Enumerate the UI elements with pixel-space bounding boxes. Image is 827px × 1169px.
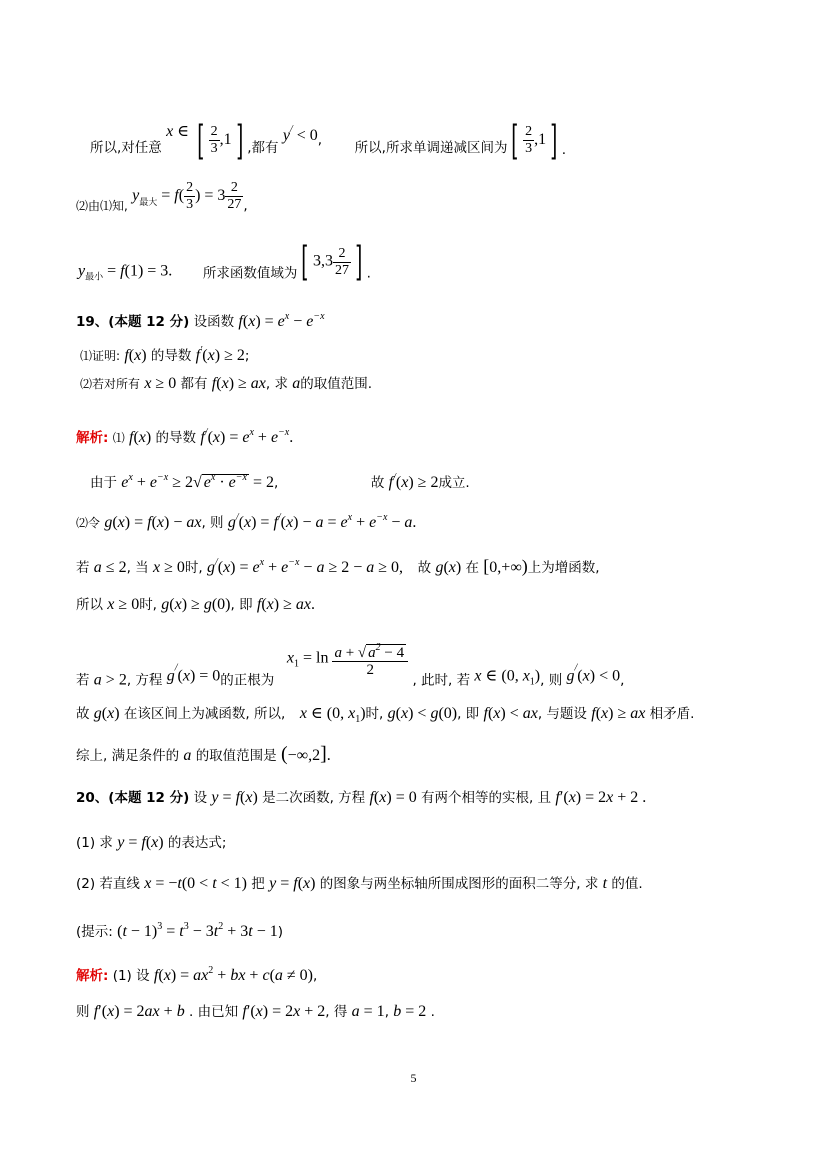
sol19-s4-on: 在 — [465, 560, 479, 576]
text-for-any: 所以,对任意 — [90, 140, 162, 156]
sol19-line3: ⑵令 g(x) = f(x) − ax, 则 $g^/(x) = f^/(x) - a = e^x + e^{-x} - a$. — [76, 512, 417, 531]
sol20-line2: 则 f′(x) = 2ax + b . 由已知 f′(x) = 2x + 2, 得 a = 1, b = 2 . — [76, 1003, 435, 1020]
q20-stem: 20、(本题 12 分) 设 y = f(x) 是二次函数, 方程 f(x) = 0 有两个相等的实根, 且 f′(x) = 2x + 2 . — [76, 789, 647, 806]
q20-stem-c: 有两个相等的实根, 且 — [421, 790, 552, 806]
line-min-value: $y_{最小} = f(1) = 3$. 所求函数值域为 [ 3,3 $\frac{2}{27}$ ] . — [78, 239, 371, 285]
q19-p2-label: ⑵若对所有 — [80, 377, 141, 391]
q20-p2-c: 的图象与两坐标轴所围成图形的面积二等分, 求 — [319, 876, 599, 892]
sol19-line1: 解析: ⑴ f(x) 的导数 $f^/(x) = e^x + e^{-x}$. — [76, 427, 294, 446]
text-decreasing-interval: 所以,所求单调递减区间为 — [354, 140, 508, 156]
sub-max: 最大 — [139, 198, 158, 208]
sol19-line5: 所以 x ≥ 0时, g(x) ≥ g(0), 即 f(x) ≥ ax. — [76, 596, 315, 613]
sol19-line4: 若 a ≤ 2, 当 x ≥ 0时, $g^/(x) = e^x + e^{-x} - a \ge 2 - a \ge 0$, 故 g(x) 在 [0,+∞)上为增函数, — [76, 556, 600, 576]
q20-p2-a: (2) 若直线 — [76, 876, 140, 892]
line-interval-conclusion: 所以,对任意 x ∈ [ $\frac{2}{3}$ ,1 ] ,都有 y/ < 0, 所以,所求单调递减区间为 [ $\frac{2}{3}$ ,1 ] . — [90, 117, 566, 164]
sol19-s5-so: 所以 — [76, 597, 103, 613]
sol19-line2: 由于 $e^x + e^{-x} \ge 2√$ $e^x \cdot e^{-x} = 2$, 故 f/(x) ≥ 2成立. — [90, 472, 470, 491]
sol19-s3-let: ⑵令 — [76, 516, 101, 530]
q19-part2: ⑵若对所有 x ≥ 0 都有 f(x) ≥ ax, 求 a的取值范围. — [80, 375, 373, 392]
page-number: 5 — [410, 1071, 417, 1085]
q20-part1: (1) 求 y = f(x) 的表达式; — [76, 834, 227, 851]
sol19-s5-time: 时, — [139, 597, 157, 613]
sol20-s2-c: , 得 — [325, 1004, 348, 1020]
q20-p1-a: (1) 求 — [76, 835, 113, 851]
sol19-s4-if: 若 — [76, 560, 90, 576]
sol19-s4-hence: 故 — [417, 560, 432, 576]
q20-p2-d: 的值. — [611, 876, 643, 892]
q19-p2-text-d: 的取值范围. — [300, 376, 373, 392]
sol19-s7-ie: , 即 — [457, 706, 480, 722]
q20-part2: (2) 若直线 x = −t(0 < t < 1) 把 y = f(x) 的图象与两坐标轴所围成图形的面积二等分, 求 t 的值. — [76, 875, 643, 892]
sol19-line8: 综上, 满足条件的 a 的取值范围是 (−∞,2]. — [76, 743, 331, 765]
sol19-s7-premise: , 与题设 — [537, 706, 587, 722]
sol20-s2-b: . 由已知 — [188, 1004, 239, 1020]
q19-p2-text-b: 都有 — [180, 376, 208, 392]
q20-heading: 20、(本题 12 分) — [76, 790, 190, 806]
sol19-s6-if: 若 — [76, 672, 90, 689]
text-range: 所求函数值域为 — [202, 265, 298, 282]
q20-stem-a: 设 — [193, 790, 208, 806]
q20-hint-b: ) — [277, 924, 284, 940]
q19-stem-text: 设函数 — [193, 314, 235, 330]
line-max-value: ⑵由⑴知, $y_{最大} = f$( $\frac{2}{3}$ ) = 3 $\frac{2}{27}$ , — [76, 180, 248, 214]
sol19-s4-time: 时, — [184, 560, 203, 576]
sol19-s7-decreasing: 在该区间上为减函数, 所以, — [123, 706, 286, 722]
sol19-s7-time: 时, — [365, 706, 384, 722]
sol19-s8-summary: 综上, 满足条件的 — [76, 748, 180, 764]
sol19-s2-hence: 故 — [370, 475, 385, 491]
text-all-have: ,都有 — [247, 140, 279, 156]
sol19-s1-text: 的导数 — [155, 430, 197, 446]
sol19-s6-positive-root: 的正根为 — [220, 672, 275, 689]
q19-p1-text: 的导数 — [150, 348, 192, 364]
sub-min: 最小 — [85, 272, 104, 283]
sol19-s7-contradiction: 相矛盾. — [649, 706, 695, 722]
sol20-s1-b: , — [313, 968, 318, 984]
q20-p2-b: 把 — [251, 876, 265, 892]
sol20-s2-d: , — [384, 1004, 389, 1020]
sol19-s7-hence: 故 — [76, 706, 90, 722]
sol20-label: 解析: — [76, 968, 109, 984]
sol19-s6-at-this: , 此时, 若 — [412, 672, 471, 689]
sol19-s8-range: 的取值范围是 — [195, 748, 277, 764]
sol19-s6-then: , 则 — [540, 672, 563, 689]
q19-heading: 19、(本题 12 分) — [76, 314, 190, 330]
q19-p1-label: ⑴证明: — [80, 349, 121, 363]
q19-p2-text-c: , 求 — [265, 376, 288, 392]
q20-stem-b: 是二次函数, 方程 — [262, 790, 366, 806]
q20-hint: (提示: $(t - 1)^3 = t^3 - 3t^2 + 3t - 1$) — [76, 921, 284, 940]
sol20-line1: 解析: (1) 设 $f(x) = ax^2$ + bx + c(a ≠ 0), — [76, 965, 318, 984]
q19-stem: 19、(本题 12 分) 设函数 $f(x) = e^x - e^{-x}$ — [76, 311, 325, 330]
sol19-s5-ie: , 即 — [230, 597, 253, 613]
sol19-s6-equation: , 方程 — [126, 672, 163, 689]
sol20-s2-e: . — [430, 1004, 435, 1020]
sol19-label: 解析: — [76, 430, 109, 446]
sol19-s3-then: , 则 — [201, 515, 224, 531]
q20-hint-a: (提示: — [76, 924, 113, 940]
sol20-s2-a: 则 — [76, 1004, 90, 1020]
sol19-s4-when: , 当 — [126, 560, 149, 576]
sol20-s1-a: (1) 设 — [112, 968, 150, 984]
sol19-s2-holds: 成立. — [438, 475, 470, 491]
sol19-s2-since: 由于 — [90, 475, 117, 491]
sol19-line6: 若 a > 2, 方程 $g_/(x) = 0$的正根为 $x_1 = \ln$ $\frac{a + √ a^2 - 4}{2}$ , 此时, 若 x ∈ (0, $x_1$), 则 $g_/(x) < 0$, — [76, 642, 625, 689]
sol19-s1-label: ⑴ — [112, 431, 125, 445]
text-from-part1: ⑵由⑴知, — [76, 199, 128, 213]
sol19-line7: 故 g(x) 在该区间上为减函数, 所以, x ∈ (0, $x_1$)时, g(x) < g(0), 即 f(x) < ax, 与题设 f(x) ≥ ax 相矛盾. — [76, 705, 695, 725]
q19-part1: ⑴证明: f(x) 的导数 f′(x) ≥ 2; — [80, 345, 250, 364]
q20-p1-b: 的表达式; — [167, 835, 227, 851]
sol19-s4-increasing: 上为增函数, — [527, 560, 600, 576]
